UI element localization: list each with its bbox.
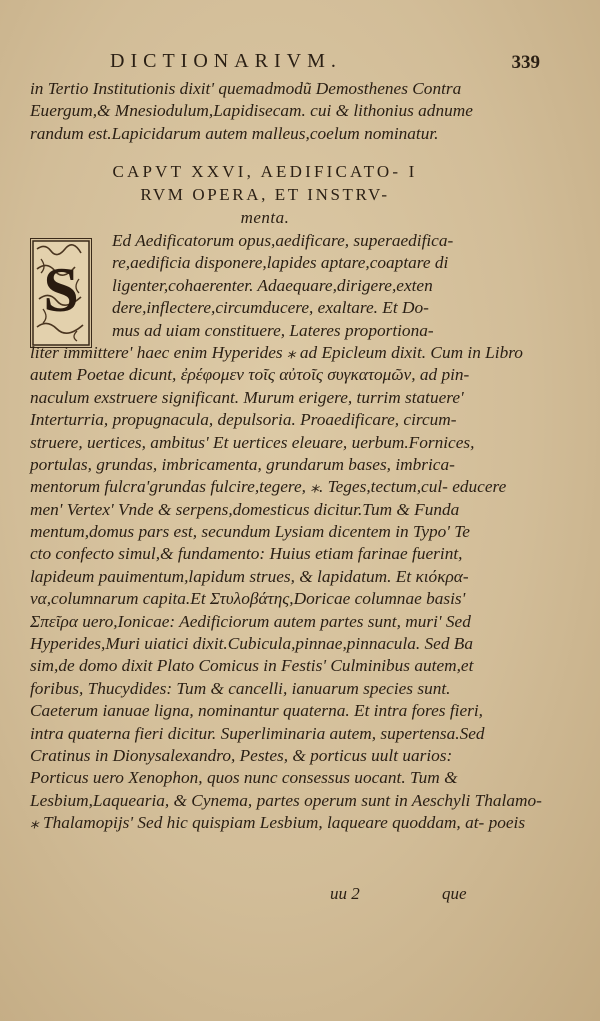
text-line: Cratinus in Dionysalexandro, Pestes, & porticus uult uarios: <box>30 745 453 765</box>
text-line: sim,de domo dixit Plato Comicus in Festis' Culminibus autem,et <box>30 656 474 676</box>
text-line: in Tertio Institutionis dixit' quemadmodũ Demosthenes Contra <box>30 79 462 98</box>
chapter-heading-line: menta. <box>240 208 290 227</box>
text-line: naculum exstruere significant. Murum erigere, turrim statuere' <box>30 387 464 407</box>
text-line: men' Vertex' Vnde & serpens,domesticus dicitur.Tum & Funda <box>30 499 460 519</box>
text-line: dere,inflectere,circumducere, exaltare. Et Do- <box>112 298 429 318</box>
text-line: Lesbium,Laquearia, & Cynema, partes operum sunt in Aeschyli Thalamo- <box>30 790 542 810</box>
text-line: να,columnarum capita.Et Στυλοβάτης,Doricae columnae basis' <box>30 589 466 609</box>
text-line: liter immittere' haec enim Hyperides ⁎ ad Epicleum dixit. Cum in Libro <box>30 342 523 362</box>
chapter-heading-line: RVM OPERA, ET INSTRV- <box>140 185 390 204</box>
intro-paragraph <box>30 78 520 145</box>
chapter-heading-line: CAPVT XXVI, AEDIFICATO- I <box>112 162 418 181</box>
text-line: autem Poetae dicunt, ἐρέφομεν τοῖς αὐτοῖς συγκατομῶν, ad pin- <box>30 365 470 385</box>
text-line: mentum,domus pars est, secundum Lysiam dicentem in Typo' Te <box>30 522 470 542</box>
text-line: re,aedificia disponere,lapides aptare,coaptare di <box>112 253 449 273</box>
text-line: Ed Aedificatorum opus,aedificare, superaedifica- <box>112 231 454 250</box>
running-head: DICTIONARIVM. <box>110 50 342 72</box>
text-line: lapideum pauimentum,lapidum strues, & lapidatum. Et κιόκρα- <box>30 566 469 586</box>
text-line: cto confecto simul,& fundamento: Huius etiam farinae fuerint, <box>30 544 463 564</box>
signature-mark: uu 2 <box>330 884 360 903</box>
text-line: ligenter,cohaerenter. Adaequare,dirigere,exten <box>112 275 433 295</box>
page-header <box>110 50 540 78</box>
text-line: mus ad uiam constituere, Lateres proportiona- <box>112 320 434 340</box>
text-line: Interturria, propugnacula, depulsoria. Proaedificare, circum- <box>30 410 457 430</box>
text-line: Caeterum ianuae ligna, nominantur quaterna. Et intra fores fieri, <box>30 701 483 721</box>
text-line: Porticus uero Xenophon, quos nunc consessus uocant. Tum & <box>30 768 458 788</box>
text-line: portulas, grundas, imbricamenta, grundarum bases, imbrica- <box>30 454 455 474</box>
initial-letter: S <box>43 254 79 325</box>
text-line: Euergum,& Mnesiodulum,Lapidisecam. cui & lithonius adnume <box>30 101 473 121</box>
page-number: 339 <box>511 52 540 73</box>
text-line: struere, uertices, ambitus' Et uertices eleuare, uerbum.Fornices, <box>30 432 475 452</box>
chapter-body <box>30 230 542 835</box>
text-line: Σπεῖρα uero,Ionicae: Aedificiorum autem partes sunt, muri' Sed <box>30 611 471 631</box>
text-line: mentorum fulcra'grundas fulcire,tegere, ⁎. Teges,tectum,cul- educere <box>30 477 507 497</box>
text-line: randum est.Lapicidarum autem malleus,coelum nominatur. <box>30 123 439 143</box>
text-line: intra quaterna fieri dicitur. Superliminaria autem, supertensa.Sed <box>30 723 485 743</box>
text-line: ⁎ Thalamopijs' Sed hic quispiam Lesbium, laqueare quoddam, at- poeis <box>30 813 526 833</box>
chapter-heading <box>30 160 500 229</box>
text-line: Hyperides,Muri uiatici dixit.Cubicula,pinnae,pinnacula. Sed Ba <box>30 634 474 654</box>
text-line: foribus, Thucydides: Tum & cancelli, ianuarum species sunt. <box>30 678 451 698</box>
catchword: que <box>442 884 467 903</box>
